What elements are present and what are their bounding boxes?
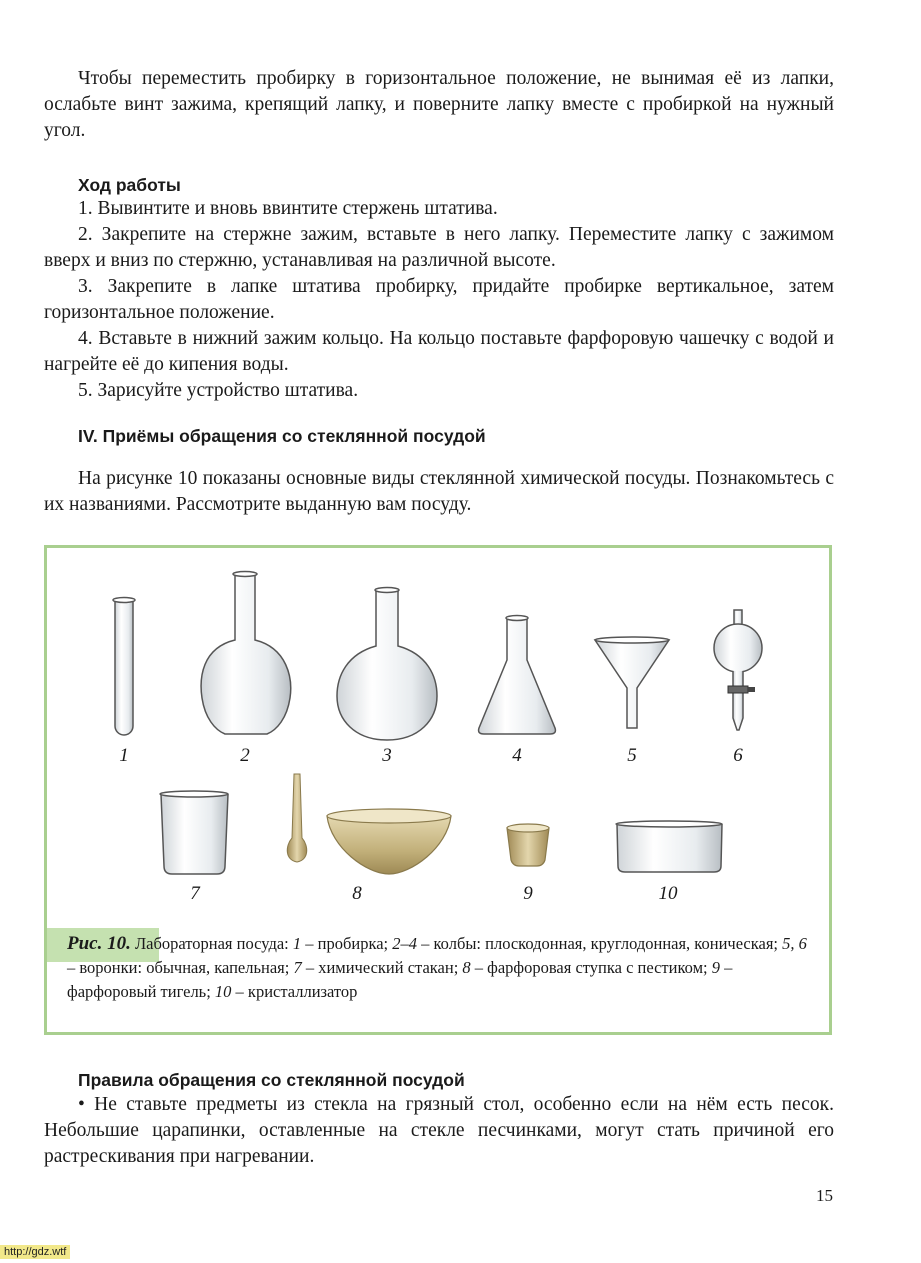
figure-number-10: 10 (658, 883, 678, 904)
section-iv-paragraph: На рисунке 10 показаны основные виды стеклянной химической посуды. Познакомьтесь с их названиями. Рассмотрите выданную вам посуду. (44, 468, 834, 515)
figure-10 (44, 545, 832, 1035)
caption-text (67, 932, 817, 1004)
work-step-1: 1. Вывинтите и вновь ввинтите стержень штатива. (78, 198, 498, 219)
caption-part-10: – фарфоровая ступка с пестиком; (470, 958, 712, 977)
work-step-4: 4. Вставьте в нижний зажим кольцо. На кольцо поставьте фарфоровую чашечку с водой и нагрейте её до кипения воды. (44, 328, 834, 375)
figure-number-7: 7 (190, 883, 200, 904)
beaker-icon (160, 791, 228, 874)
caption-part-2: – пробирка; (301, 934, 393, 953)
test-tube-icon (113, 598, 135, 735)
caption-part-1: 1 (292, 934, 302, 953)
source-tag: http://gdz.wtf (0, 1245, 70, 1259)
figure-number-3: 3 (382, 745, 392, 766)
caption-part-5: 5, 6 (782, 934, 807, 953)
caption-part-8: – химический стакан; (301, 958, 463, 977)
section-iv-title: IV. Приёмы обращения со стеклянной посудой (78, 426, 486, 446)
caption-part-13: 10 (214, 982, 232, 1001)
flat-bottom-flask-icon (201, 572, 291, 735)
caption-part-0: Лабораторная посуда: (130, 934, 293, 953)
caption-part-14: – кристаллизатор (231, 982, 358, 1001)
caption-label: Рис. 10. (67, 933, 131, 954)
glassware-illustration (47, 548, 829, 928)
work-step-5: 5. Зарисуйте устройство штатива. (78, 380, 359, 401)
rules-paragraph: • Не ставьте предметы из стекла на грязный стол, особенно если на нём есть песок. Небольшие царапинки, оставленные на стекле песчинками, могут стать причиной его растрескивания при нагревании. (44, 1094, 834, 1167)
figure-number-1: 1 (119, 745, 129, 766)
rules-section-title: Правила обращения со стеклянной посудой (78, 1070, 465, 1090)
dropping-funnel-icon (714, 610, 762, 730)
crystallizer-icon (616, 821, 722, 872)
figure-number-4: 4 (512, 745, 522, 766)
section-iv-text (44, 466, 834, 518)
caption-part-6: – воронки: обычная, капельная; (67, 958, 294, 977)
caption-part-12: – фарфоровый тигель; (67, 958, 733, 1001)
intro-paragraph: Чтобы переместить пробирку в горизонтальное положение, не вынимая её из лапки, ослабьте винт зажима, крепящий лапку, и поверните лапку вместе с пробиркой на нужный угол. (44, 68, 834, 141)
work-section-title: Ход работы (78, 175, 181, 195)
conical-flask-icon (479, 616, 556, 735)
round-bottom-flask-icon (337, 588, 437, 741)
caption-part-4: – колбы: плоскодонная, круглодонная, коническая; (417, 934, 783, 953)
caption-part-3: 2–4 (392, 934, 417, 953)
crucible-icon (507, 824, 549, 866)
work-steps (44, 196, 834, 404)
intro-text (44, 66, 834, 144)
figure-number-2: 2 (240, 745, 250, 766)
figure-number-6: 6 (733, 745, 743, 766)
figure-caption (47, 928, 829, 1032)
caption-part-7: 7 (293, 958, 302, 977)
caption-part-11: 9 (711, 958, 720, 977)
work-step-3: 3. Закрепите в лапке штатива пробирку, придайте пробирке вертикальное, затем горизонтальное положение. (44, 276, 834, 323)
funnel-icon (595, 637, 669, 728)
figure-number-5: 5 (627, 745, 637, 766)
figure-number-9: 9 (523, 883, 533, 904)
caption-part-9: 8 (462, 958, 471, 977)
work-step-2: 2. Закрепите на стержне зажим, вставьте в него лапку. Переместите лапку с зажимом вверх и вниз по стержню, устанавливая на различной высоте. (44, 224, 834, 271)
figure-number-8: 8 (352, 883, 362, 904)
mortar-and-pestle-icon (287, 774, 451, 874)
rules-text (44, 1092, 834, 1170)
page-number: 15 (816, 1186, 833, 1205)
